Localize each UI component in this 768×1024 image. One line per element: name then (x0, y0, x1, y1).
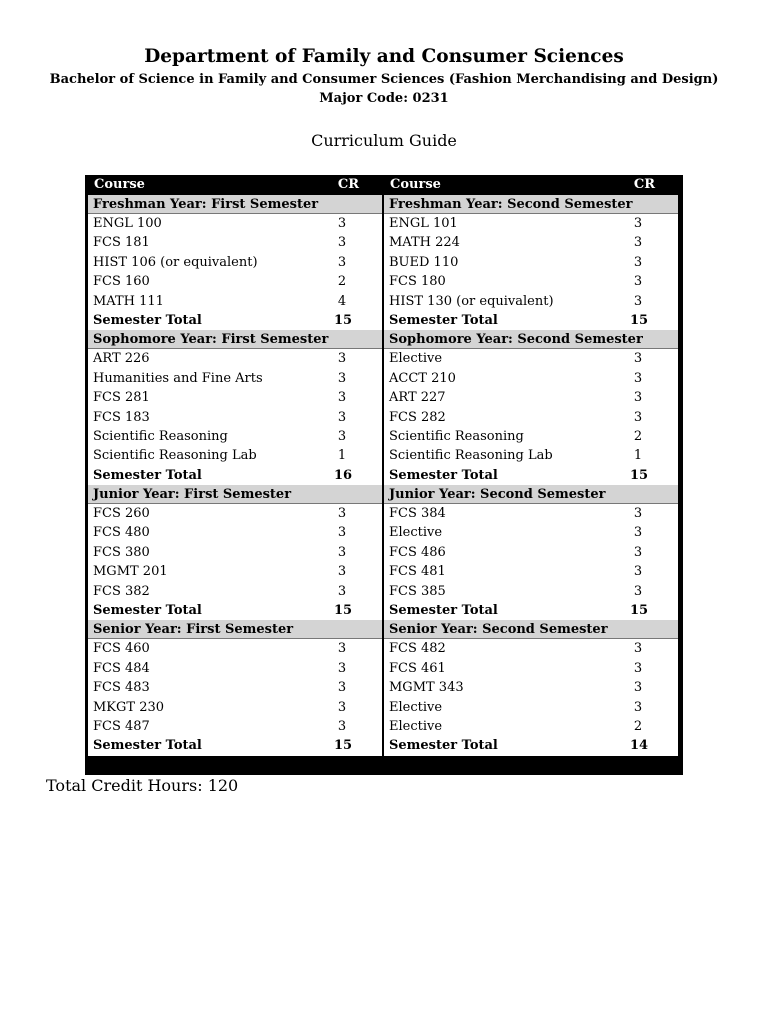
semester-total-label: Semester Total (389, 603, 498, 619)
course-name: FCS 180 (389, 274, 446, 290)
course-row (384, 562, 678, 581)
course-row (88, 214, 382, 233)
course-row (384, 272, 678, 291)
course-credits: 3 (337, 718, 347, 734)
course-name: Scientific Reasoning (93, 428, 228, 444)
course-credits: 4 (337, 293, 347, 309)
course-credits: 3 (337, 351, 347, 367)
course-row (384, 446, 678, 465)
course-row (88, 369, 382, 388)
course-name: FCS 482 (389, 641, 446, 657)
column-header (88, 175, 382, 195)
course-credits: 2 (633, 428, 643, 444)
course-name: FCS 481 (389, 564, 446, 580)
semester-total-label: Semester Total (389, 467, 498, 483)
semester-total-value: 14 (629, 738, 649, 754)
course-name: MKGT 230 (93, 699, 165, 715)
semester-total-row (88, 466, 382, 485)
course-name: FCS 483 (93, 680, 150, 696)
total-credit-hours: Total Credit Hours: 120 (46, 776, 239, 795)
course-name: FCS 480 (93, 525, 150, 541)
course-credits: 3 (633, 564, 643, 580)
department-title: Department of Family and Consumer Sciences (144, 46, 624, 67)
course-row (384, 388, 678, 407)
course-name: FCS 382 (93, 583, 150, 599)
semester-title: Senior Year: First Semester (88, 620, 382, 639)
course-row (384, 349, 678, 368)
semester-total-value: 15 (629, 603, 649, 619)
course-row (88, 408, 382, 427)
course-name: MATH 111 (93, 293, 164, 309)
semester-total-value: 15 (629, 467, 649, 483)
course-row (88, 427, 382, 446)
course-name: FCS 487 (93, 718, 150, 734)
course-credits: 3 (633, 390, 643, 406)
course-row (88, 639, 382, 658)
course-name: Elective (389, 525, 443, 541)
course-credits: 3 (337, 680, 347, 696)
semester-title: Junior Year: Second Semester (384, 485, 678, 504)
course-credits: 3 (633, 293, 643, 309)
semester-section (88, 485, 382, 620)
course-row (88, 349, 382, 368)
course-name: MGMT 201 (93, 564, 168, 580)
course-row (88, 717, 382, 736)
course-name: ENGL 100 (93, 216, 162, 231)
course-credits: 3 (633, 641, 643, 657)
course-name: BUED 110 (389, 254, 459, 270)
course-name: ART 226 (93, 351, 150, 367)
semester-total-value: 15 (629, 312, 649, 328)
course-row (88, 504, 382, 523)
course-name: MGMT 343 (389, 680, 464, 696)
course-name: FCS 160 (93, 274, 150, 290)
semester-total-value: 15 (333, 738, 353, 754)
course-credits: 3 (337, 428, 347, 444)
course-row (384, 523, 678, 542)
course-row (88, 543, 382, 562)
major-code: Major Code: 0231 (319, 91, 449, 106)
semester-section (88, 620, 382, 755)
course-row (384, 717, 678, 736)
semester-total-row (384, 311, 678, 330)
course-row (384, 427, 678, 446)
course-name: FCS 380 (93, 544, 150, 560)
course-name: FCS 460 (93, 641, 150, 657)
course-row (384, 659, 678, 678)
semester-total-value: 16 (333, 467, 353, 483)
semester-total-row (384, 601, 678, 620)
semester-title: Freshman Year: Second Semester (384, 195, 678, 214)
course-header: Course (94, 177, 145, 192)
column-header (384, 175, 678, 195)
course-credits: 2 (633, 718, 643, 734)
course-credits: 3 (337, 370, 347, 386)
course-row (88, 388, 382, 407)
course-credits: 3 (337, 409, 347, 425)
course-credits: 3 (337, 699, 347, 715)
semester-total-label: Semester Total (93, 467, 202, 483)
course-row (88, 698, 382, 717)
course-row (384, 233, 678, 252)
semester-total-row (88, 736, 382, 755)
course-name: HIST 130 (or equivalent) (389, 293, 554, 309)
semester-total-label: Semester Total (93, 312, 202, 328)
course-name: FCS 282 (389, 409, 446, 425)
semester-section (384, 485, 678, 620)
course-name: ENGL 101 (389, 216, 458, 231)
course-credits: 3 (633, 254, 643, 270)
course-name: Scientific Reasoning Lab (93, 448, 257, 464)
semester-total-value: 15 (333, 312, 353, 328)
semester-title: Junior Year: First Semester (88, 485, 382, 504)
course-row (88, 659, 382, 678)
course-row (384, 504, 678, 523)
course-name: FCS 281 (93, 390, 150, 406)
course-name: Scientific Reasoning (389, 428, 524, 444)
course-name: FCS 181 (93, 235, 150, 251)
cr-header: CR (633, 177, 655, 192)
course-name: ACCT 210 (389, 370, 456, 386)
course-credits: 3 (633, 699, 643, 715)
table-column-right (384, 175, 678, 756)
table-column-left (88, 175, 382, 756)
course-row (384, 678, 678, 697)
semester-title: Sophomore Year: First Semester (88, 330, 382, 349)
semester-section (384, 195, 678, 330)
course-row (384, 253, 678, 272)
course-credits: 3 (337, 525, 347, 541)
course-name: ART 227 (389, 390, 446, 406)
course-credits: 3 (633, 370, 643, 386)
curriculum-guide-heading: Curriculum Guide (311, 131, 457, 150)
course-credits: 1 (337, 448, 347, 464)
course-row (384, 698, 678, 717)
course-row (384, 292, 678, 311)
course-name: FCS 260 (93, 506, 150, 522)
degree-subtitle: Bachelor of Science in Family and Consumer Sciences (Fashion Merchandising and Design) (49, 72, 719, 87)
semester-section (88, 195, 382, 330)
course-name: Humanities and Fine Arts (93, 370, 263, 386)
course-credits: 3 (633, 409, 643, 425)
course-row (88, 292, 382, 311)
course-name: MATH 224 (389, 235, 460, 251)
course-name: Elective (389, 718, 443, 734)
semester-blocks (88, 195, 382, 756)
course-name: FCS 183 (93, 409, 150, 425)
course-name: Elective (389, 699, 443, 715)
course-row (384, 639, 678, 658)
course-credits: 3 (633, 274, 643, 290)
semester-total-row (88, 601, 382, 620)
course-credits: 3 (633, 680, 643, 696)
semester-blocks (384, 195, 678, 756)
course-credits: 3 (337, 564, 347, 580)
course-credits: 3 (337, 544, 347, 560)
course-credits: 3 (337, 641, 347, 657)
semester-title: Sophomore Year: Second Semester (384, 330, 678, 349)
semester-section (384, 620, 678, 755)
course-credits: 3 (337, 506, 347, 522)
semester-total-row (384, 466, 678, 485)
course-credits: 3 (337, 235, 347, 251)
course-name: HIST 106 (or equivalent) (93, 254, 258, 270)
course-credits: 3 (633, 660, 643, 676)
course-credits: 3 (337, 216, 347, 231)
course-row (88, 678, 382, 697)
curriculum-table (85, 175, 683, 775)
semester-title: Freshman Year: First Semester (88, 195, 382, 214)
semester-total-row (88, 311, 382, 330)
course-credits: 3 (633, 506, 643, 522)
cr-header: CR (337, 177, 359, 192)
course-credits: 3 (633, 351, 643, 367)
semester-total-value: 15 (333, 603, 353, 619)
semester-section (88, 330, 382, 485)
course-credits: 3 (337, 254, 347, 270)
course-row (88, 562, 382, 581)
course-row (88, 253, 382, 272)
semester-title: Senior Year: Second Semester (384, 620, 678, 639)
course-name: Scientific Reasoning Lab (389, 448, 553, 464)
course-row (88, 523, 382, 542)
semester-total-label: Semester Total (389, 738, 498, 754)
course-name: FCS 384 (389, 506, 446, 522)
course-row (88, 233, 382, 252)
course-name: FCS 486 (389, 544, 446, 560)
course-credits: 3 (633, 544, 643, 560)
semester-total-label: Semester Total (389, 312, 498, 328)
course-name: FCS 461 (389, 660, 446, 676)
course-credits: 3 (337, 583, 347, 599)
semester-section (384, 330, 678, 485)
course-name: FCS 484 (93, 660, 150, 676)
course-credits: 3 (633, 583, 643, 599)
course-credits: 3 (337, 390, 347, 406)
course-row (88, 272, 382, 291)
course-row (384, 408, 678, 427)
course-credits: 2 (337, 274, 347, 290)
course-credits: 3 (337, 660, 347, 676)
course-row (88, 582, 382, 601)
course-credits: 3 (633, 525, 643, 541)
course-row (384, 214, 678, 233)
semester-total-row (384, 736, 678, 755)
course-credits: 3 (633, 216, 643, 231)
course-row (384, 369, 678, 388)
course-name: FCS 385 (389, 583, 446, 599)
semester-total-label: Semester Total (93, 603, 202, 619)
course-row (384, 582, 678, 601)
semester-total-label: Semester Total (93, 738, 202, 754)
course-credits: 3 (633, 235, 643, 251)
course-header: Course (390, 177, 441, 192)
course-credits: 1 (633, 448, 643, 464)
course-row (88, 446, 382, 465)
course-name: Elective (389, 351, 443, 367)
course-row (384, 543, 678, 562)
